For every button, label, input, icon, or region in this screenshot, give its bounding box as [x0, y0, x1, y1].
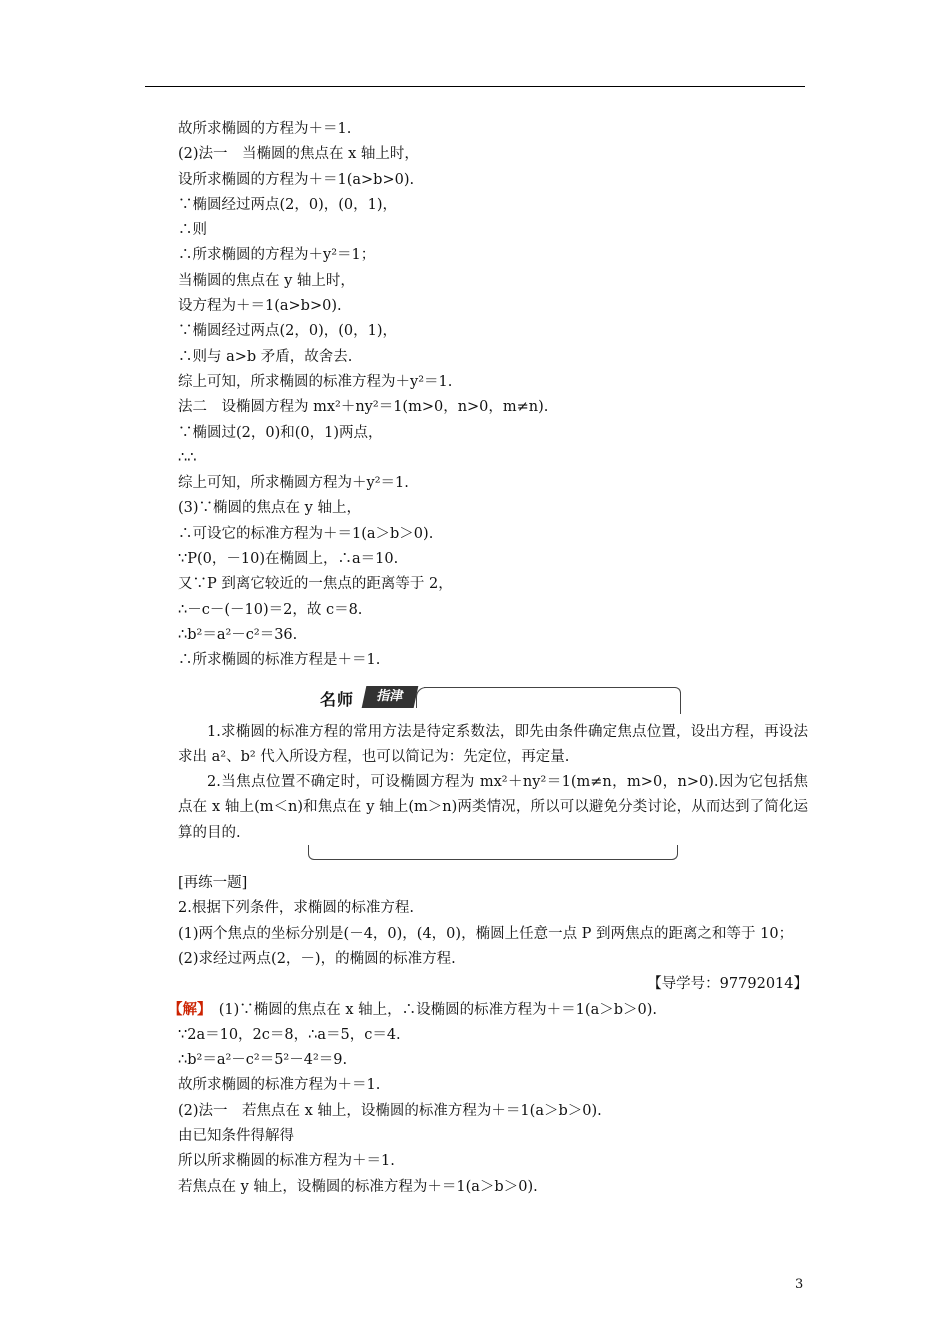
text-line: ∴所求椭圆的标准方程是＋＝1.	[178, 652, 381, 669]
text-line: ∴可设它的标准方程为＋＝1(a＞b＞0).	[178, 525, 434, 542]
text-line: ∴所求椭圆的方程为＋y²＝1；	[178, 247, 376, 264]
text-line: 故所求椭圆的方程为＋＝1.	[178, 121, 352, 137]
text-line: 故所求椭圆的标准方程为＋＝1.	[178, 1077, 381, 1094]
text-line: 综上可知，所求椭圆的标准方程为＋y²＝1.	[178, 373, 453, 390]
guide-number: 【导学号：97792014】	[647, 976, 808, 993]
answer-tag: 【解】	[168, 1001, 205, 1019]
text-line: ∵2a＝10，2c＝8，∴a＝5，c＝4.	[178, 1026, 401, 1043]
text-line: 当椭圆的焦点在 y 轴上时，	[178, 272, 355, 289]
tips-label-name: 名师	[320, 690, 355, 709]
answer-text: (1)∵椭圆的焦点在 x 轴上，∴设椭圆的标准方程为＋＝1(a＞b＞0).	[204, 1002, 657, 1019]
text-line: 若焦点在 y 轴上，设椭圆的标准方程为＋＝1(a＞b＞0).	[178, 1178, 538, 1195]
text-line: 综上可知，所求椭圆方程为＋y²＝1.	[178, 475, 409, 492]
page-number: 3	[795, 1277, 804, 1292]
text-line: ∵椭圆经过两点(2，0)，(0，1)，	[178, 323, 398, 340]
text-line: (2)法一 当椭圆的焦点在 x 轴上时，	[178, 146, 419, 163]
text-line: 设所求椭圆的方程为＋＝1(a>b>0).	[178, 171, 415, 188]
text-line: ∴b²＝a²－c²＝5²－4²＝9.	[178, 1052, 348, 1069]
text-line: (2)法一 若焦点在 x 轴上，设椭圆的标准方程为＋＝1(a＞b＞0).	[178, 1102, 602, 1119]
text-line: ∴b²＝a²－c²＝36.	[178, 626, 298, 643]
text-line: ∵P(0，－10)在椭圆上，∴a＝10.	[178, 551, 399, 568]
practice-heading: [再练一题]	[178, 875, 248, 891]
solution-part-a	[178, 117, 808, 674]
tip-paragraph: 1.求椭圆的标准方程的常用方法是待定系数法，即先由条件确定焦点位置，设出方程，再设法求出 a²、b² 代入所设方程，也可以简记为：先定位，再定量.	[178, 724, 808, 766]
tips-bracket-top	[424, 687, 672, 688]
text-line: ∴∴	[178, 449, 197, 466]
text-line: 法二 设椭圆方程为 mx²＋ny²＝1(m>0，n>0，m≠n).	[178, 399, 549, 416]
tips-bracket-right	[672, 687, 681, 714]
tips-label-badge: 指津	[362, 686, 419, 708]
text-line: ∵椭圆经过两点(2，0)，(0，1)，	[178, 196, 398, 213]
answer-line	[168, 997, 808, 1022]
text-line: ∴－c－(－10)＝2，故 c＝8.	[178, 601, 363, 618]
text-line: 设方程为＋＝1(a>b>0).	[178, 298, 342, 315]
tips-bracket-bottom	[308, 845, 678, 860]
tip-paragraph: 2.当焦点位置不确定时，可设椭圆方程为 mx²＋ny²＝1(m≠n，m>0，n>0).因为它包括焦点在 x 轴上(m＜n)和焦点在 y 轴上(m＞n)两类情况，所以可以避免分类讨论，从而达到了简化运算的目的.	[178, 774, 808, 841]
text-line: ∴则与 a>b 矛盾，故舍去.	[178, 348, 353, 365]
text-line: ∴则	[178, 222, 207, 239]
header-rule	[145, 86, 805, 87]
text-line: (3)∵椭圆的焦点在 y 轴上，	[178, 500, 361, 517]
text-line: ∵椭圆过(2，0)和(0，1)两点，	[178, 424, 383, 441]
text-line: 所以所求椭圆的标准方程为＋＝1.	[178, 1153, 395, 1170]
practice-section	[168, 871, 808, 1200]
tips-header	[308, 683, 676, 713]
practice-question-2: (2)求经过两点(2，－)，的椭圆的标准方程.	[178, 950, 456, 967]
practice-question: 2.根据下列条件，求椭圆的标准方程.	[178, 900, 414, 917]
tips-bracket-curl	[416, 687, 429, 708]
tips-label	[312, 685, 418, 707]
text-line: 由已知条件得解得	[178, 1127, 294, 1144]
text-line: 又∵P 到离它较近的一焦点的距离等于 2，	[178, 576, 453, 593]
practice-question-1: (1)两个焦点的坐标分别是(－4，0)，(4，0)，椭圆上任意一点 P 到两焦点的距离之和等于 10；	[178, 925, 794, 942]
